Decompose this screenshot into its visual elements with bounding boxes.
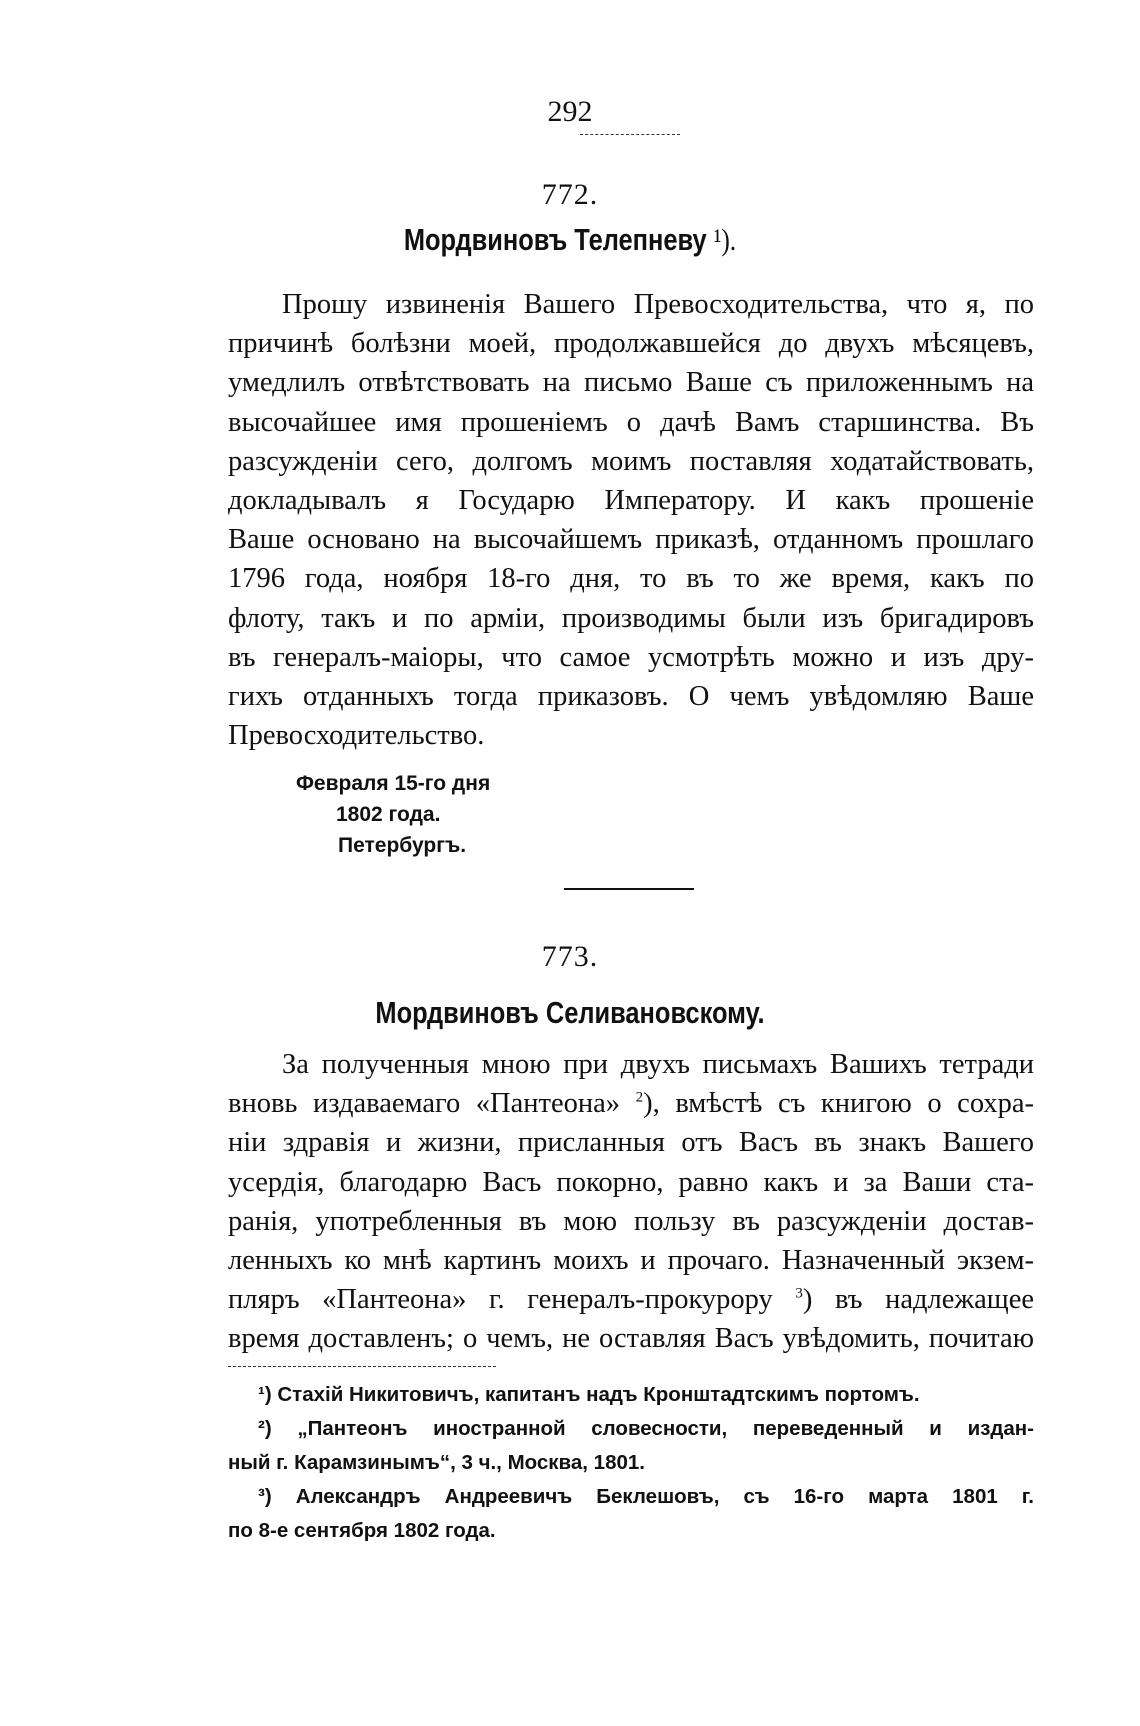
dateline-year: 1802 года. (336, 803, 441, 826)
letter-title-773: Мордвиновъ Селивановскому. (375, 995, 765, 1030)
text-fragment: ) въ надлежащее (802, 1284, 1034, 1316)
footnote-ref-3: 3 (795, 1285, 803, 1302)
footnote-1 (228, 1378, 1034, 1412)
footnote-3 (228, 1480, 1034, 1514)
text-line (228, 1280, 1034, 1319)
page-number: 292 (547, 95, 593, 128)
footnote-2 (228, 1412, 1034, 1446)
text-line: усердія, благодарю Васъ покорно, равно какъ и за Ваши ста- (228, 1166, 1034, 1198)
footnote-rule (228, 1366, 496, 1367)
text-line: время доставленъ; о чемъ, не оставляя Васъ увѣдомить, почитаю (228, 1323, 1034, 1355)
footnote-3-cont: по 8-е сентября 1802 года. (228, 1519, 496, 1542)
text-line: ніи здравія и жизни, присланныя отъ Васъ въ знакъ Вашего (228, 1127, 1034, 1159)
text-line: гихъ отданныхъ тогда приказовъ. О чемъ увѣдомляю Ваше (228, 681, 1034, 713)
text-line (228, 1084, 1034, 1123)
footnote-text: „Пантеонъ иностранной словесности, переведенный и издан- (297, 1417, 1035, 1440)
footnote-mark: ²) (258, 1417, 272, 1440)
text-line: причинѣ болѣзни моей, продолжавшейся до двухъ мѣсяцевъ, (228, 328, 1034, 360)
footnote-ref-1: ¹). (713, 222, 737, 257)
text-line: докладывалъ я Государю Императору. И какъ прошеніе (228, 485, 1034, 517)
text-line: За полученныя мною при двухъ письмахъ Вашихъ тетради (282, 1049, 1034, 1080)
text-line: умедлилъ отвѣтствовать на письмо Ваше съ приложеннымъ на (228, 367, 1034, 399)
text-fragment: пляръ «Пантеона» г. генералъ-прокурору (228, 1284, 773, 1316)
dateline-date: Февраля 15-го дня (296, 772, 491, 795)
letter-number-773: 773. (541, 940, 599, 973)
text-line: Превосходительство. (228, 720, 485, 752)
letter-title-text: Мордвиновъ Телепневу (403, 222, 707, 257)
letter-body-773 (228, 1045, 1034, 1359)
text-fragment: ), вмѣстѣ съ книгою о сохра- (643, 1088, 1034, 1120)
text-line: Прошу извиненія Вашего Превосходительства, что я, по (282, 289, 1034, 320)
footnote-2-cont: ный г. Карамзинымъ“, 3 ч., Москва, 1801. (228, 1451, 645, 1474)
letter-title-772 (103, 222, 1038, 258)
footnote-mark: ¹) (258, 1383, 272, 1406)
footnote-text: Александръ Андреевичъ Беклешовъ, съ 16-го марта 1801 г. (295, 1485, 1034, 1508)
text-line: ранія, употребленныя въ мою пользу въ разсужденіи достав- (228, 1205, 1034, 1237)
page-number-rule (580, 134, 680, 135)
footnote-ref-2: 2 (635, 1089, 644, 1106)
text-line: ленныхъ ко мнѣ картинъ моихъ и прочаго. Назначенный экзем- (228, 1245, 1034, 1277)
text-fragment: вновь издаваемаго «Пантеона» (228, 1088, 621, 1120)
text-line: флоту, такъ и по арміи, производимы были изъ бригадировъ (228, 602, 1034, 634)
letter-body-772 (228, 285, 1034, 755)
text-line: высочайшее имя прошеніемъ о дачѣ Вамъ старшинства. Въ (228, 406, 1034, 438)
text-line: 1796 года, ноября 18-го дня, то въ то же время, какъ по (228, 563, 1034, 595)
text-line: въ генералъ-маіоры, что самое усмотрѣть можно и изъ дру- (228, 641, 1034, 673)
footnote-mark: ³) (258, 1485, 272, 1508)
text-line: Ваше основано на высочайшемъ приказѣ, отданномъ прошлаго (228, 524, 1034, 556)
footnotes (228, 1378, 1034, 1548)
text-line: разсужденіи сего, долгомъ моимъ поставляя ходатайствовать, (228, 445, 1034, 477)
footnote-text: Стахій Никитовичъ, капитанъ надъ Кронштадтскимъ портомъ. (277, 1383, 920, 1406)
section-separator (564, 888, 694, 890)
letter-number-772: 772. (541, 178, 599, 211)
dateline-place: Петербургъ. (338, 834, 467, 857)
